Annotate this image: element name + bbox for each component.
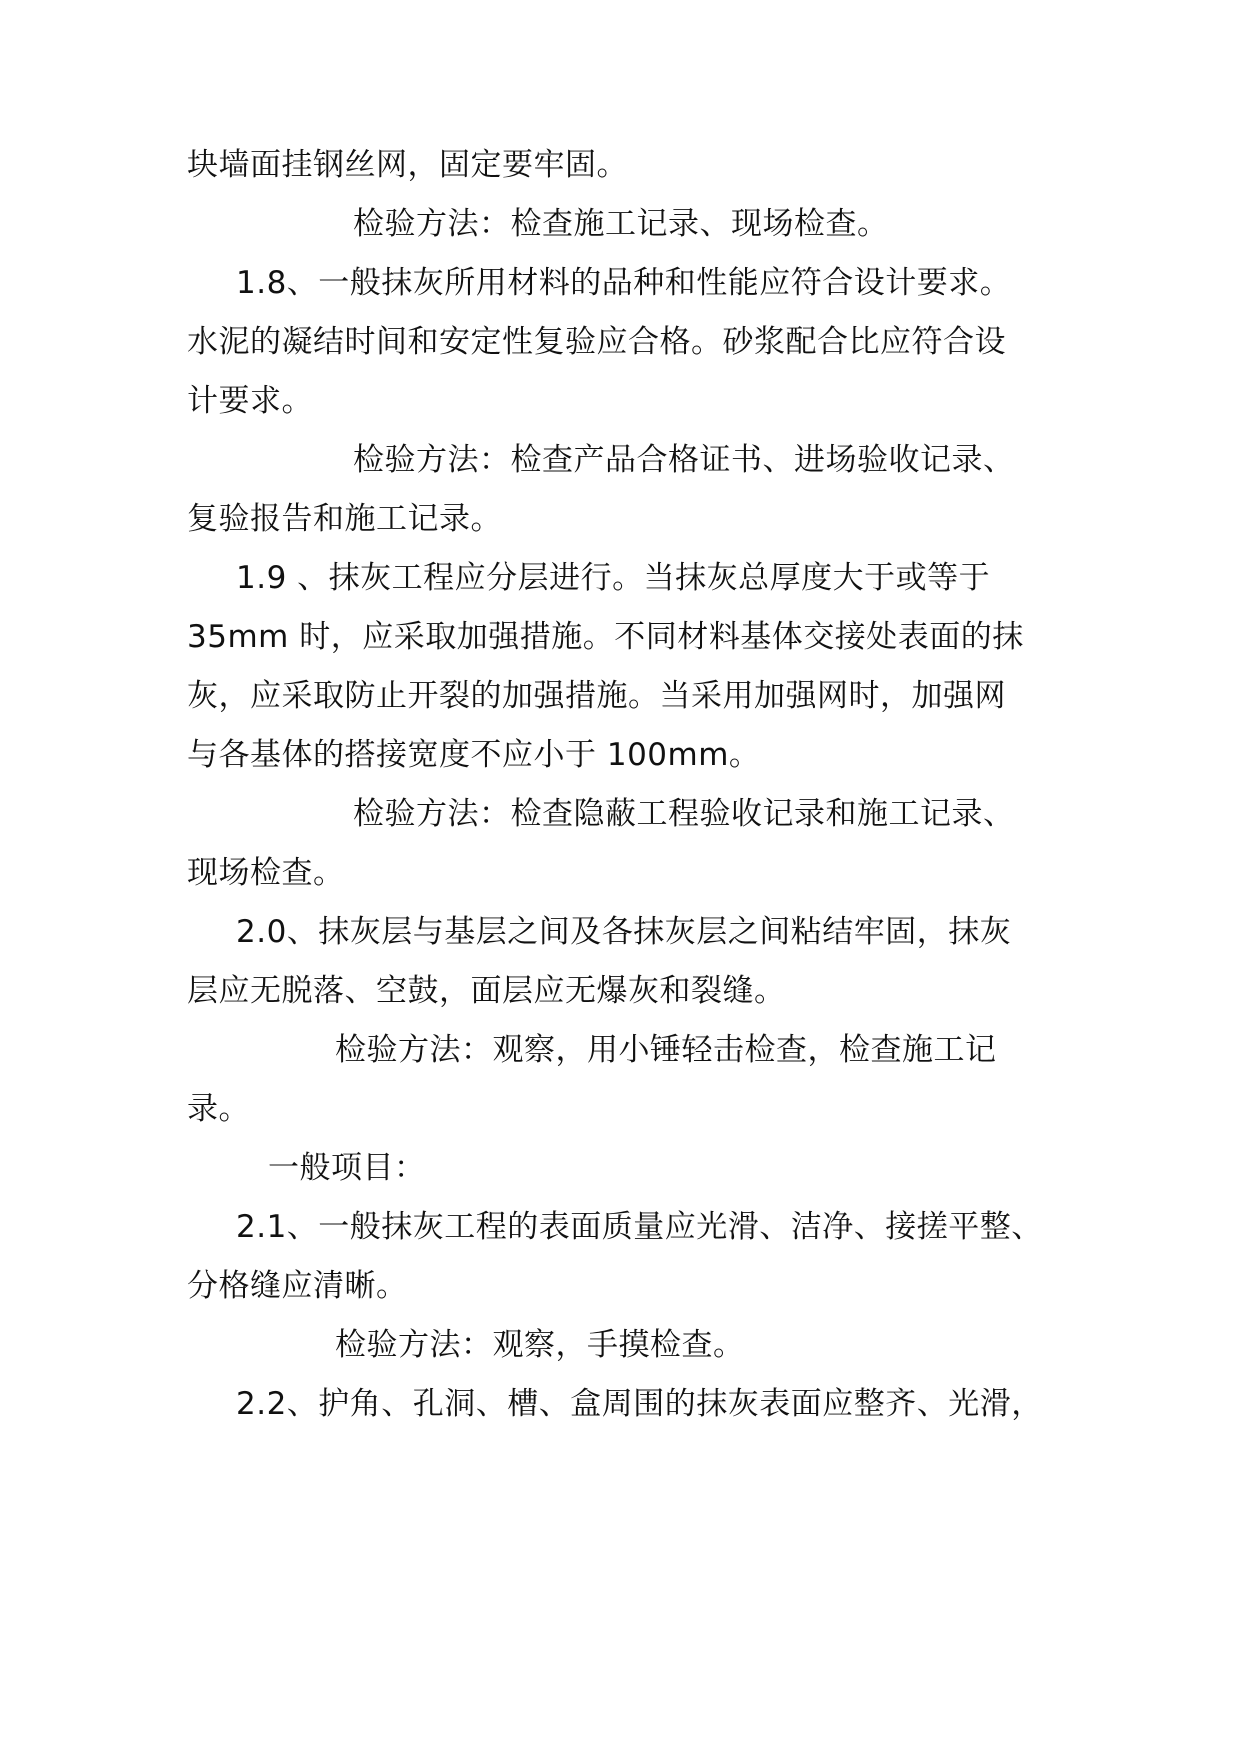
text-line: 检验方法：检查隐蔽工程验收记录和施工记录、 (353, 796, 1015, 832)
text-line: 计要求。 (187, 383, 313, 419)
text-line: 1.9 、抹灰工程应分层进行。当抹灰总厚度大于或等于 (236, 560, 991, 596)
text-line: 35mm 时，应采取加强措施。不同材料基体交接处表面的抹 (187, 619, 1024, 655)
text-line: 检验方法：检查产品合格证书、进场验收记录、 (353, 442, 1015, 478)
text-line: 检验方法：观察，手摸检查。 (335, 1327, 745, 1363)
section-heading: 一般项目： (268, 1150, 426, 1186)
text-line: 与各基体的搭接宽度不应小于 100mm。 (187, 737, 761, 773)
text-line: 2.0、抹灰层与基层之间及各抹灰层之间粘结牢固，抹灰 (236, 914, 1012, 950)
text-line: 灰，应采取防止开裂的加强措施。当采用加强网时，加强网 (187, 678, 1006, 714)
text-line: 层应无脱落、空鼓，面层应无爆灰和裂缝。 (187, 973, 786, 1009)
text-line: 检验方法：检查施工记录、现场检查。 (353, 206, 889, 242)
text-line: 水泥的凝结时间和安定性复验应合格。砂浆配合比应符合设 (187, 324, 1006, 360)
text-line: 2.2、护角、孔洞、槽、盒周围的抹灰表面应整齐、光滑， (236, 1386, 1043, 1422)
text-line: 录。 (187, 1091, 250, 1127)
text-line: 2.1、一般抹灰工程的表面质量应光滑、洁净、接搓平整、 (236, 1209, 1043, 1245)
text-line: 复验报告和施工记录。 (187, 501, 502, 537)
text-line: 现场检查。 (187, 855, 345, 891)
text-line: 1.8、一般抹灰所用材料的品种和性能应符合设计要求。 (236, 265, 1012, 301)
text-line: 块墙面挂钢丝网，固定要牢固。 (187, 147, 628, 183)
text-line: 检验方法：观察，用小锤轻击检查，检查施工记 (335, 1032, 997, 1068)
text-line: 分格缝应清晰。 (187, 1268, 408, 1304)
